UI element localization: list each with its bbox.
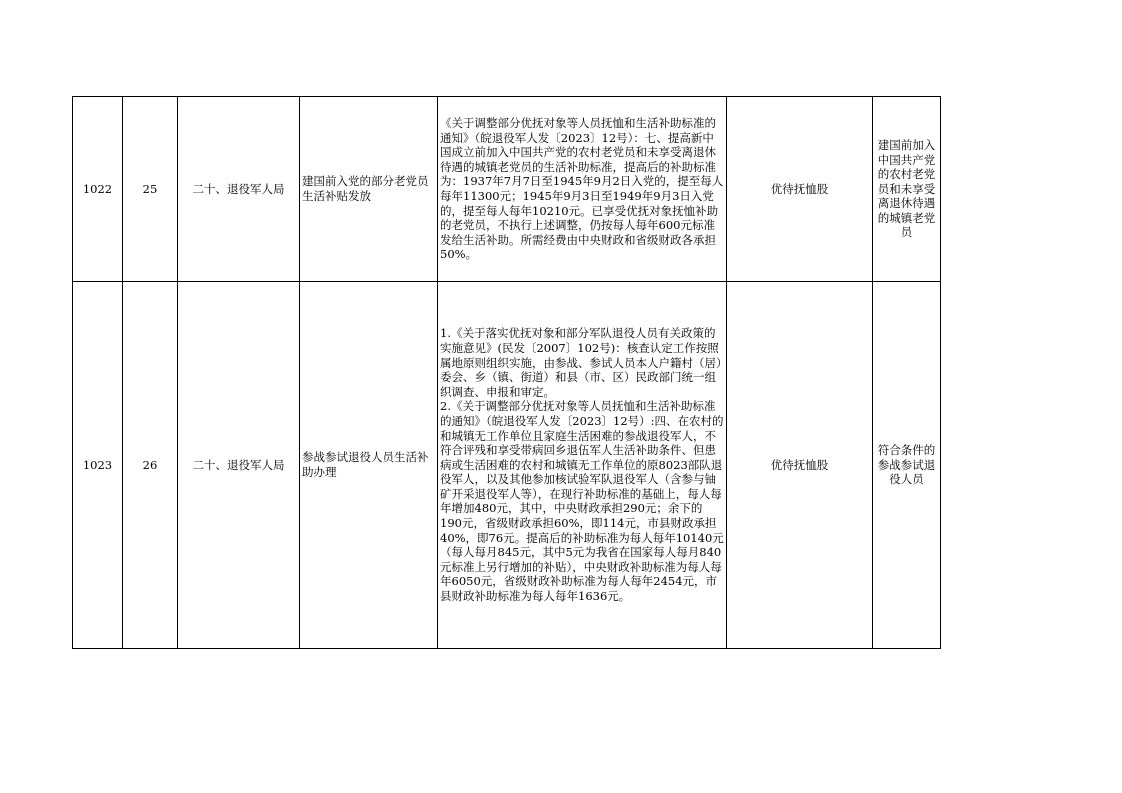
sequence-cell: 25 — [123, 97, 178, 282]
responsible-unit-cell: 优待抚恤股 — [727, 97, 873, 282]
target-object-cell: 符合条件的参战参试退役人员 — [873, 282, 941, 649]
item-name-cell: 参战参试退役人员生活补助办理 — [300, 282, 438, 649]
policy-basis-cell — [438, 97, 727, 282]
policy-basis-cell — [438, 282, 727, 649]
policy-basis-paragraph: 2.《关于调整部分优抚对象等人员抚恤和生活补助标准的通知》（皖退役军人发〔2023〕12号）:四、在农村的和城镇无工作单位且家庭生活困难的参战退役军人，不符合评残和享受带病回乡退伍军人生活补助条件、但患病或生活困难的农村和城镇无工作单位的原8023部队退役军人，以及其他参加核试验军队退役军人（含参与铀矿开采退役军人等），在现行补助标准的基础上，每人每年增加480元，其中，中央财政承担290元；余下的190元，省级财政承担60%，即114元，市县财政承担40%，即76元。提高后的补助标准为每人每年10140元（每人每月845元，其中5元为我省在国家每人每月840元标准上另行增加的补贴），中央财政补助标准为每人每年6050元，省级财政补助标准为每人每年2454元，市县财政补助标准为每人每年1636元。 — [440, 399, 724, 604]
policy-basis-paragraph: 1.《关于落实优抚对象和部分军队退役人员有关政策的实施意见》(民发〔2007〕102号)：核查认定工作按照属地原则组织实施，由参战、参试人员本人户籍村（居）委会、乡（镇、街道）和县（市、区）民政部门统一组织调查、申报和审定。 — [440, 326, 722, 399]
policy-table — [72, 96, 941, 649]
table-row — [73, 97, 941, 282]
row-number-cell: 1023 — [73, 282, 123, 649]
target-object-cell: 建国前加入中国共产党的农村老党员和未享受离退休待遇的城镇老党员 — [873, 97, 941, 282]
sequence-cell: 26 — [123, 282, 178, 649]
policy-basis-paragraph: 《关于调整部分优抚对象等人员抚恤和生活补助标准的通知》（皖退役军人发〔2023〕12号）：七、提高新中国成立前加入中国共产党的农村老党员和未享受离退休待遇的城镇老党员的生活补助标准，提高后的补助标准为：1937年7月7日至1945年9月2日入党的，提至每人每年11300元；1945年9月3日至1949年9月3日入党的，提至每人每年10210元。已享受优抚对象抚恤补助的老党员，不执行上述调整，仍按每人每年600元标准发给生活补助。所需经费由中央财政和省级财政各承担50%。 — [440, 116, 724, 262]
department-cell: 二十、退役军人局 — [178, 97, 300, 282]
department-cell: 二十、退役军人局 — [178, 282, 300, 649]
row-number-cell: 1022 — [73, 97, 123, 282]
responsible-unit-cell: 优待抚恤股 — [727, 282, 873, 649]
table-row — [73, 282, 941, 649]
item-name-cell: 建国前入党的部分老党员生活补贴发放 — [300, 97, 438, 282]
